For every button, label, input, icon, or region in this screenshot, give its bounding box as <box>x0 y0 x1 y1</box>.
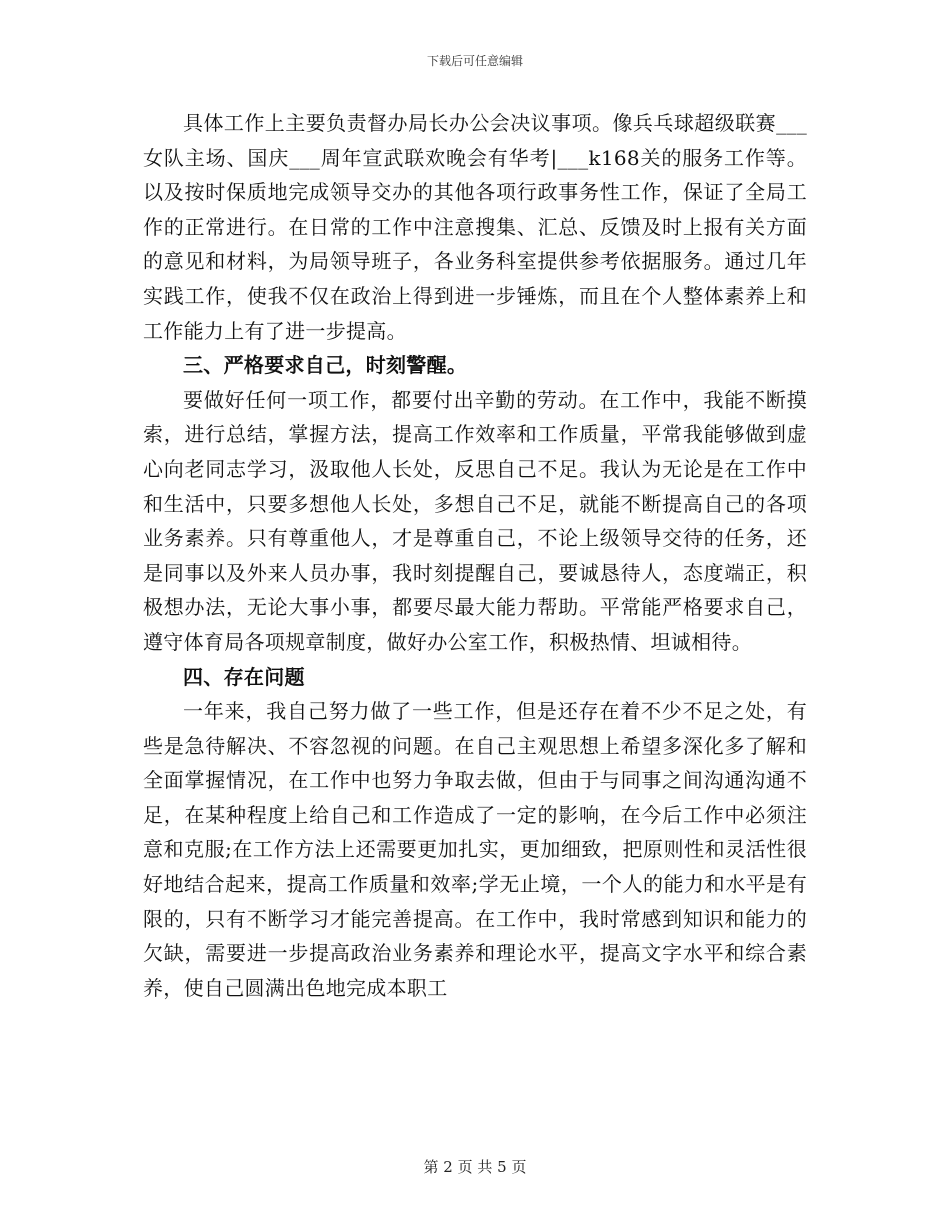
paragraph-self-discipline: 要做好任何一项工作，都要付出辛勤的劳动。在工作中，我能不断摸索，进行总结，掌握方法，提高工作效率和工作质量，平常我能够做到虚心向老同志学习，汲取他人长处，反思自己不足。我认为无论是在工作中和生活中，只要多想他人长处，多想自己不足，就能不断提高自己的各项业务素养。只有尊重他人，才是尊重自己，不论上级领导交待的任务，还是同事以及外来人员办事，我时刻提醒自己，要诚恳待人，态度端正，积极想办法，无论大事小事，都要尽最大能力帮助。平常能严格要求自己，遵守体育局各项规章制度，做好办公室工作，积极热情、坦诚相待。 <box>143 387 807 654</box>
document-body <box>143 106 807 1005</box>
paragraph-duties: 具体工作上主要负责督办局长办公会决议事项。像兵乓球超级联赛___女队主场、国庆___周年宣武联欢晚会有华考|___k168关的服务工作等。以及按时保质地完成领导交办的其他各项行政事务性工作，保证了全局工作的正常进行。在日常的工作中注意搜集、汇总、反馈及时上报有关方面的意见和材料，为局领导班子，各业务科室提供参考依据服务。通过几年实践工作，使我不仅在政治上得到进一步锤炼，而且在个人整体素养上和工作能力上有了进一步提高。 <box>143 111 807 343</box>
page-number-footer: 第 2 页 共 5 页 <box>423 1158 527 1176</box>
page-header: 下载后可任意编辑 <box>426 54 523 68</box>
paragraph-problems: 一年来，我自己努力做了一些工作，但是还存在着不少不足之处，有些是急待解决、不容忽视的问题。在自己主观思想上希望多深化多了解和全面掌握情况，在工作中也努力争取去做，但由于与同事之间沟通沟通不足，在某种程度上给自己和工作造成了一定的影响，在今后工作中必须注意和克服;在工作方法上还需要更加扎实，更加细致，把原则性和灵活性很好地结合起来，提高工作质量和效率;学无止境，一个人的能力和水平是有限的，只有不断学习才能完善提高。在工作中，我时常感到知识和能力的欠缺，需要进一步提高政治业务素养和理论水平，提高文字水平和综合素养，使自己圆满出色地完成本职工 <box>143 699 807 1000</box>
section-heading-4: 四、存在问题 <box>183 664 305 689</box>
section-heading-3: 三、严格要求自己，时刻警醒。 <box>183 353 468 378</box>
